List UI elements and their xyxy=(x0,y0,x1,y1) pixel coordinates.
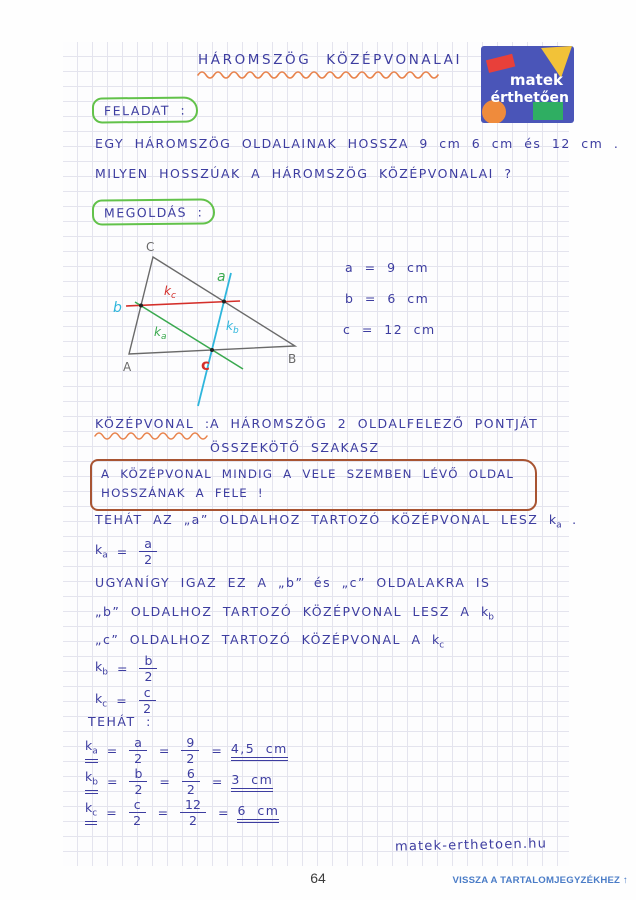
vertex-b-label: B xyxy=(288,352,297,366)
definition-line-1: A HÁROMSZÖG 2 OLDALFELEZŐ PONTJÁT xyxy=(210,416,539,431)
side-a-label: a xyxy=(217,269,226,285)
side-value-b: b = 6 cm xyxy=(345,291,430,306)
fraction: $\frac{12}{2}$ xyxy=(180,798,206,827)
result-row-kb xyxy=(85,767,273,796)
kc-inline: $k_c$ xyxy=(432,632,445,651)
statement-a-period: . xyxy=(572,512,578,527)
side-value-c: c = 12 cm xyxy=(343,322,436,337)
megoldas-label-box xyxy=(92,198,216,225)
result-kc-symbol: $k_c$ xyxy=(85,800,97,824)
side-b-label: b xyxy=(113,300,122,316)
page-title: HÁROMSZÖG KÖZÉPVONALAI xyxy=(198,52,463,68)
fraction: $\frac{b}{2}$ xyxy=(129,767,147,796)
triangle-diagram xyxy=(100,236,350,414)
result-kb-symbol: $k_b$ xyxy=(85,769,98,793)
side-value-a: a = 9 cm xyxy=(345,260,430,275)
kc-symbol: $k_c$ xyxy=(95,690,108,710)
result-row-kc xyxy=(85,798,279,827)
kb-label: $k_b$ xyxy=(226,319,239,336)
vertex-a-label: A xyxy=(123,360,132,374)
megoldas-label: MEGOLDÁS : xyxy=(103,204,204,221)
equals-sign: = xyxy=(159,774,170,790)
statement-a-text: TEHÁT AZ „a” OLDALHOZ TARTOZÓ KÖZÉPVONAL LESZ xyxy=(95,512,539,527)
feladat-label-box xyxy=(92,96,198,123)
result-value-kb: 3 cm xyxy=(231,772,273,792)
problem-line-1: EGY HÁROMSZÖG OLDALAINAK HOSSZA 9 cm 6 cm és 12 cm . xyxy=(95,136,620,151)
statement-a xyxy=(95,512,578,531)
feladat-label: FELADAT : xyxy=(103,102,187,119)
equals-sign: = xyxy=(106,805,117,821)
midline-kb xyxy=(198,273,231,406)
statement-b xyxy=(95,604,494,623)
midpoint-a-dot xyxy=(222,300,226,304)
statement-c xyxy=(95,632,444,651)
statement-ugyanigy: UGYANÍGY IGAZ EZ A „b” és „c” OLDALAKRA IS xyxy=(95,575,491,590)
fraction: $\frac{a}{2}$ xyxy=(129,736,147,765)
midpoint-b-dot xyxy=(139,304,143,308)
kc-label: $k_c$ xyxy=(164,284,176,301)
result-row-ka xyxy=(85,736,288,765)
equals-sign: = xyxy=(106,743,118,759)
fraction-a-2: $\frac{a}{2}$ xyxy=(139,537,157,566)
equals-sign: = xyxy=(217,805,229,821)
definition-term: KÖZÉPVONAL : xyxy=(95,416,211,431)
result-ka-symbol: $k_a$ xyxy=(85,738,98,762)
kb-symbol: $k_b$ xyxy=(95,658,108,678)
midline-ka xyxy=(135,302,243,369)
equals-sign: = xyxy=(158,743,170,759)
matek-erthetoen-logo xyxy=(481,46,574,123)
vertex-c-label: C xyxy=(146,240,155,254)
definition-line-2: ÖSSZEKÖTŐ SZAKASZ xyxy=(210,440,380,455)
logo-text-line2: érthetően xyxy=(490,90,569,106)
note-line-1: A KÖZÉPVONAL MINDIG A VELE SZEMBEN LÉVŐ OLDAL xyxy=(101,467,515,481)
ka-symbol: $k_a$ xyxy=(95,541,108,561)
equals-sign: = xyxy=(116,693,127,709)
page-number: 64 xyxy=(310,870,326,886)
midpoint-c-dot xyxy=(210,348,214,352)
fraction: $\frac{c}{2}$ xyxy=(129,798,146,827)
equals-sign: = xyxy=(106,774,118,790)
note-line-2: HOSSZÁNAK A FELE ! xyxy=(101,486,264,501)
fraction: $\frac{9}{2}$ xyxy=(181,736,199,765)
equals-sign: = xyxy=(116,544,128,560)
side-c-label: c xyxy=(201,356,210,374)
logo-text-line1: matek xyxy=(509,71,563,89)
back-to-toc-link[interactable]: VISSZA A TARTALOMJEGYZÉKHEZ ↑ xyxy=(452,875,628,886)
definition-wavy-underline xyxy=(94,432,210,441)
equals-sign: = xyxy=(157,805,169,821)
statement-c-text: „c” OLDALHOZ TARTOZÓ KÖZÉPVONAL A xyxy=(95,632,422,647)
fraction-b-2: $\frac{b}{2}$ xyxy=(139,654,157,683)
equals-sign: = xyxy=(211,774,223,790)
fraction-c-2: $\frac{c}{2}$ xyxy=(139,686,156,715)
title-wavy-underline xyxy=(197,70,441,80)
problem-line-2: MILYEN HOSSZÚAK A HÁROMSZÖG KÖZÉPVONALAI ? xyxy=(95,166,513,181)
equals-sign: = xyxy=(211,743,222,759)
kb-inline: $k_b$ xyxy=(480,604,494,623)
result-value-kc: 6 cm xyxy=(237,803,279,823)
formula-kb xyxy=(95,654,160,683)
important-note-box xyxy=(90,459,537,511)
formula-kc xyxy=(95,686,159,715)
fraction: $\frac{6}{2}$ xyxy=(182,767,200,796)
ka-inline: $k_a$ xyxy=(548,512,562,531)
results-label: TEHÁT : xyxy=(88,714,152,729)
statement-b-text: „b” OLDALHOZ TARTOZÓ KÖZÉPVONAL LESZ A xyxy=(95,604,471,619)
website-handwritten: matek-erthetoen.hu xyxy=(394,836,548,855)
result-value-ka: 4,5 cm xyxy=(231,741,288,761)
formula-ka xyxy=(95,537,160,566)
equals-sign: = xyxy=(116,661,128,677)
ka-label: $k_a$ xyxy=(154,325,167,342)
